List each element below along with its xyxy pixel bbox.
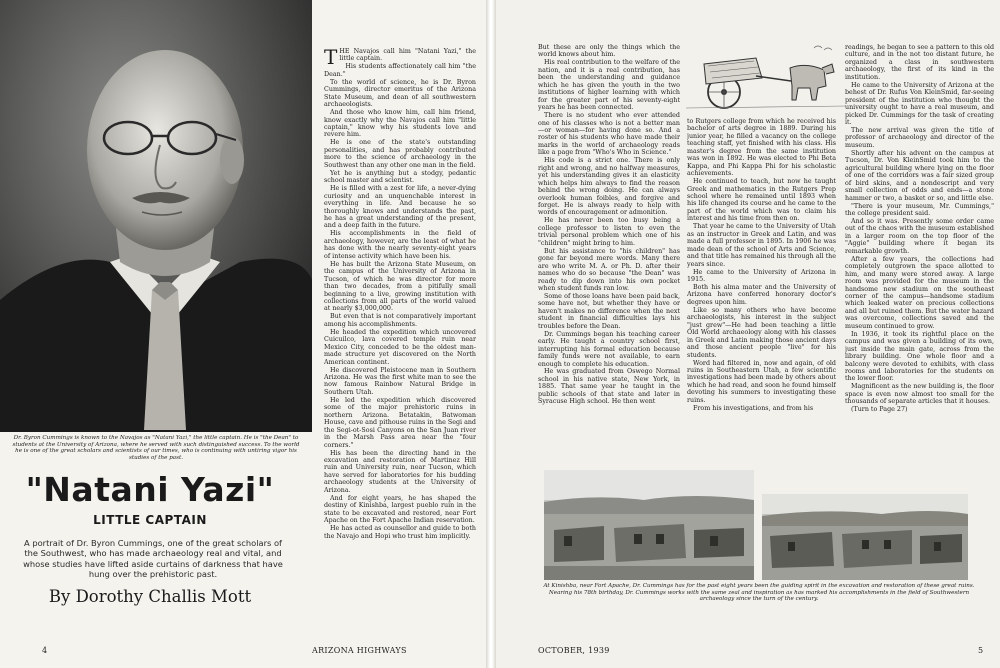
kinishba-photo-right [762, 494, 968, 580]
left-magazine-name: ARIZONA HIGHWAYS [312, 646, 407, 655]
left-paragraph: Yet he is anything but a stodgy, pedantic school master and scientist. [324, 169, 476, 185]
right-paragraph: From his investigations, and from his [693, 404, 814, 412]
right-column-3 [845, 44, 994, 462]
left-paragraph: He has acted as counsellor and guide to both the Navajo and Hopi who trust him implicitly. [324, 525, 476, 540]
left-paragraph: And for eight years, he has shaped the destiny of Kinishba, largest pueblo ruin in the state to be excavated and restored, near Fort Apache on the Fort Apache Indian reservation. [324, 494, 476, 525]
right-page-number: 5 [978, 646, 984, 655]
article-intro: A portrait of Dr. Byron Cummings, one of the great scholars of the Southwest, who has made archaeology real and vital, and whose studies have lifted aside curtains of darkness that have hung over the prehistoric past. [23, 538, 283, 580]
right-paragraph: Shortly after his advent on the campus at Tucson, Dr. Von KleinSmid took him to the agricultural building where lying on the floor of one of the corridors was a fair sized group of bird skins, and a nondescript and very small collection of odds and ends—a stone hammer or two, a basket or so, and little else. [845, 149, 994, 202]
left-paragraph: He led the expedition which discovered some of the major prehistoric ruins in northern Arizona. Betatakin, Batwoman House, cave and pithouse ruins in the Segi and the Segi-ot-Sosi Canyons on the San Juan river in the Marsh Pass area near the "four corners." [324, 396, 476, 449]
left-paragraph: HE Navajos call him "Natani Yazi," the little captain. [339, 48, 476, 63]
right-paragraph: He came to the University of Arizona at the behest of Dr. Rufus Von KleinSmid, far-seeing president of the institution who thought the university ought to have a real museum, and picked Dr. Cummings for the task of creating it. [845, 81, 994, 127]
left-paragraph: He is one of the state's outstanding personalities, and has probably contributed more to the science of archaeology in the Southwest than any other one man in the field. [324, 139, 476, 169]
right-paragraph: The new arrival was given the title of professor of archaeology and director of the museum. [845, 126, 994, 149]
right-paragraph: He was graduated from Oswego Normal school in his native state, New York, in 1885. That same year he taught in the public schools of that state and later in Syracuse High school. He then went [538, 368, 680, 406]
left-paragraph: To the world of science, he is Dr. Byron Cummings, director emeritus of the Arizona State Museum, and dean of all southwestern archaeologists. [324, 78, 476, 109]
right-paragraph: readings, he began to see a pattern to this old culture, and in the not too distant future, he organized a class in southwestern archaeology, the first of its kind in the institution. [845, 44, 994, 81]
right-paragraph: Some of those loans have been paid back, some have not, but whether they have or haven't makes no difference when the next student in financial difficulties lays his troubles before the Dean. [538, 292, 680, 330]
left-paragraph: His accomplishments in the field of archaeology, however, are the least of what he has done with the nearly seventy-eight years of intense activity which have been his. [324, 230, 476, 260]
portrait-photo [0, 0, 312, 432]
ox-cart-illustration [686, 42, 846, 114]
article-title: "Natani Yazi" [25, 470, 275, 509]
right-paragraph: His real contribution to the welfare of the nation, and it is a real contribution, has been the understanding and guidance which he has given the youth in the two institutions of higher learning with which for the greater part of his seventy-eight years he has been connected. [538, 59, 680, 112]
right-paragraph: His code is a strict one. There is only right and wrong, and no halfway measures, yet his understanding gives it an elasticity which helps him always to find the reason behind the wrong doing. He can always overlook human foibles, and forgive and forget. He is always ready to help with words of encouragement or admonition. [538, 157, 680, 217]
right-paragraph: to Rutgers college from which he received his bachelor of arts degree in 1889. During his junior year, he filled a vacancy on the college teaching staff, yet finished with his class. His master's degree from the same institution was won in 1892. He was elected to Phi Beta Kappa, and Phi Kappa Phi for his scholastic achievements. [687, 118, 836, 178]
article-subtitle: LITTLE CAPTAIN [93, 513, 207, 527]
right-paragraph: He has never been too busy being a college professor to listen to even the trivial personal problem which one of his "children" might bring to him. [538, 217, 680, 247]
ox-cart-sketch [686, 42, 846, 114]
right-paragraph: But these are only the things which the world knows about him. [538, 44, 680, 59]
left-paragraph: He has built the Arizona State Museum, on the campus of the University of Arizona in Tucson, of which he was director for more than two decades, from a pitifully small beginning to a live, growing institution with collections from all parts of the world valued at nearly $3,000,000. [324, 260, 476, 313]
left-paragraph: He headed the expedition which uncovered Cuicuilco, lava covered temple ruin near Mexico City, conceded to be the oldest man-made structure yet discovered on the North American continent. [324, 328, 476, 366]
right-paragraph: "There is your museum, Mr. Cummings," the college president said. [845, 202, 994, 217]
right-paragraph: Like so many others who have become archaeologists, his interest in the subject "just grew"—He had been teaching a little Old World archaeology along with his classes in Greek and Latin making those ancient days and those ancient people "live" for his students. [687, 306, 836, 359]
right-paragraph: That year he came to the University of Utah as an instructor in Greek and Latin, and was made a full professor in 1895. In 1906 he was made dean of the school of Arts and Science, and that title has remained his through all the years since. [687, 223, 836, 268]
right-paragraph: He came to the University of Arizona in 1915. [687, 268, 836, 284]
right-paragraph: After a few years, the collections had completely outgrown the space allotted to him, and many were stored away. A large room was provided for the museum in the handsome new stadium on the southeast corner of the campus—handsome stadium which leaked water on precious collections and all but ruined them. But the water hazard was overcome, collections saved and the museum continued to grow. [845, 255, 994, 330]
portrait-caption: Dr. Byron Cummings is known to the Navajos as "Natani Yazi," the little captain. He is "the Dean" to students at the University of Arizona, where he served with such distinguished success. To the world he is one of the great scholars and scientists of our times, who is continuing with untiring vigor his studies of the past. [12, 435, 300, 461]
ruins-photo-left [544, 470, 754, 580]
right-paragraph: (Turn to Page 27) [851, 406, 908, 414]
left-paragraph: He is filled with a zest for life, a never-dying curiosity and an unquenchable interest in everything in life. And because he so thoroughly knows and understands the past, he has a great understanding of the present, and a deep faith in the future. [324, 185, 476, 230]
right-paragraph: He continued to teach, but now he taught Greek and mathematics in the Rutgers Prep school where he remained until 1893 when his life changed its course and he came to the part of the world which was to claim his interest and his time from then on. [687, 178, 836, 223]
left-paragraph: But even that is not comparatively important among his accomplishments. [324, 313, 476, 328]
right-paragraph: There is no student who ever attended one of his classes who is not a better man —or woman—for having done so. And a roster of his students who have made their marks in the world of archaeology reads like a page from "Who's Who in Science." [538, 112, 680, 157]
right-page [496, 0, 1000, 668]
left-paragraph: His students affectionately call him "the Dean." [324, 63, 476, 78]
left-page-number: 4 [42, 646, 48, 655]
right-paragraph: Magnificent as the new building is, the floor space is even now almost too small for the thousands of separate articles that it houses. [845, 383, 994, 406]
right-issue-date: OCTOBER, 1939 [538, 646, 610, 655]
byline: By Dorothy Challis Mott [48, 587, 252, 606]
right-paragraph: And so it was. Presently some order came out of the chaos with the museum established in a larger room on the top floor of the "Aggie" building where it began its remarkable growth. [845, 217, 994, 255]
ruins-photo-right [762, 494, 968, 580]
right-paragraph: Both his alma mater and the University of Arizona have conferred honorary doctor's degrees upon him. [687, 283, 836, 306]
left-paragraph: He discovered Pleistocene man in Southern Arizona. He was the first white man to see the now famous Rainbow Natural Bridge in Southern Utah. [324, 366, 476, 396]
kinishba-photo-left [544, 470, 754, 580]
left-paragraph: His has been the directing hand in the excavation and restoration of Martinez Hill ruin and University ruin, near Tucson, which have served for laboratories for his budding archaeology students at the University of Arizona. [324, 449, 476, 494]
portrait-photo-illustration [0, 0, 312, 432]
right-column-1 [538, 44, 680, 462]
left-article-column [324, 48, 476, 613]
drop-cap: T [324, 48, 338, 69]
right-paragraph: But his assistance to "his children" has gone far beyond mere words. Many there are who write M. A. or Ph. D. after their names who do so because "the Dean" was ready to dip down into his own pocket when student funds ran low. [538, 247, 680, 292]
right-paragraph: Word had filtered in, now and again, of old ruins in Southeastern Utah, a few scientific investigations had been made by others about which he had read, and soon he found himself devoting his summers to investigating these ruins. [687, 359, 836, 404]
left-paragraph: And those who know him, call him friend, know exactly why the Navajos call him "little captain," know why his students love and revere him. [324, 109, 476, 139]
right-paragraph: In 1936, it took its rightful place on the campus and was given a building of its own, just inside the main gate, across from the library building. One whole floor and a balcony were devoted to exhibits, with class rooms and laboratories for the students on the lower floor. [845, 330, 994, 383]
right-column-2 [687, 118, 836, 462]
left-first-paragraph [324, 48, 476, 69]
page-gutter [486, 0, 496, 668]
left-page [0, 0, 486, 668]
right-paragraph: Dr. Cummings began his teaching career early. He taught a country school first, interrupting his formal education because family funds were not available, to earn enough to complete his education. [538, 330, 680, 368]
ruins-caption: At Kinishba, near Fort Apache, Dr. Cummings has for the past eight years been the guiding spirit in the excavation and restoration of these great ruins. Nearing his 78th birthday, Dr. Cummings works with the same zeal and inspiration as has marked his accomplishments in the field of Southwestern archaeology since the turn of the century. [543, 583, 975, 603]
